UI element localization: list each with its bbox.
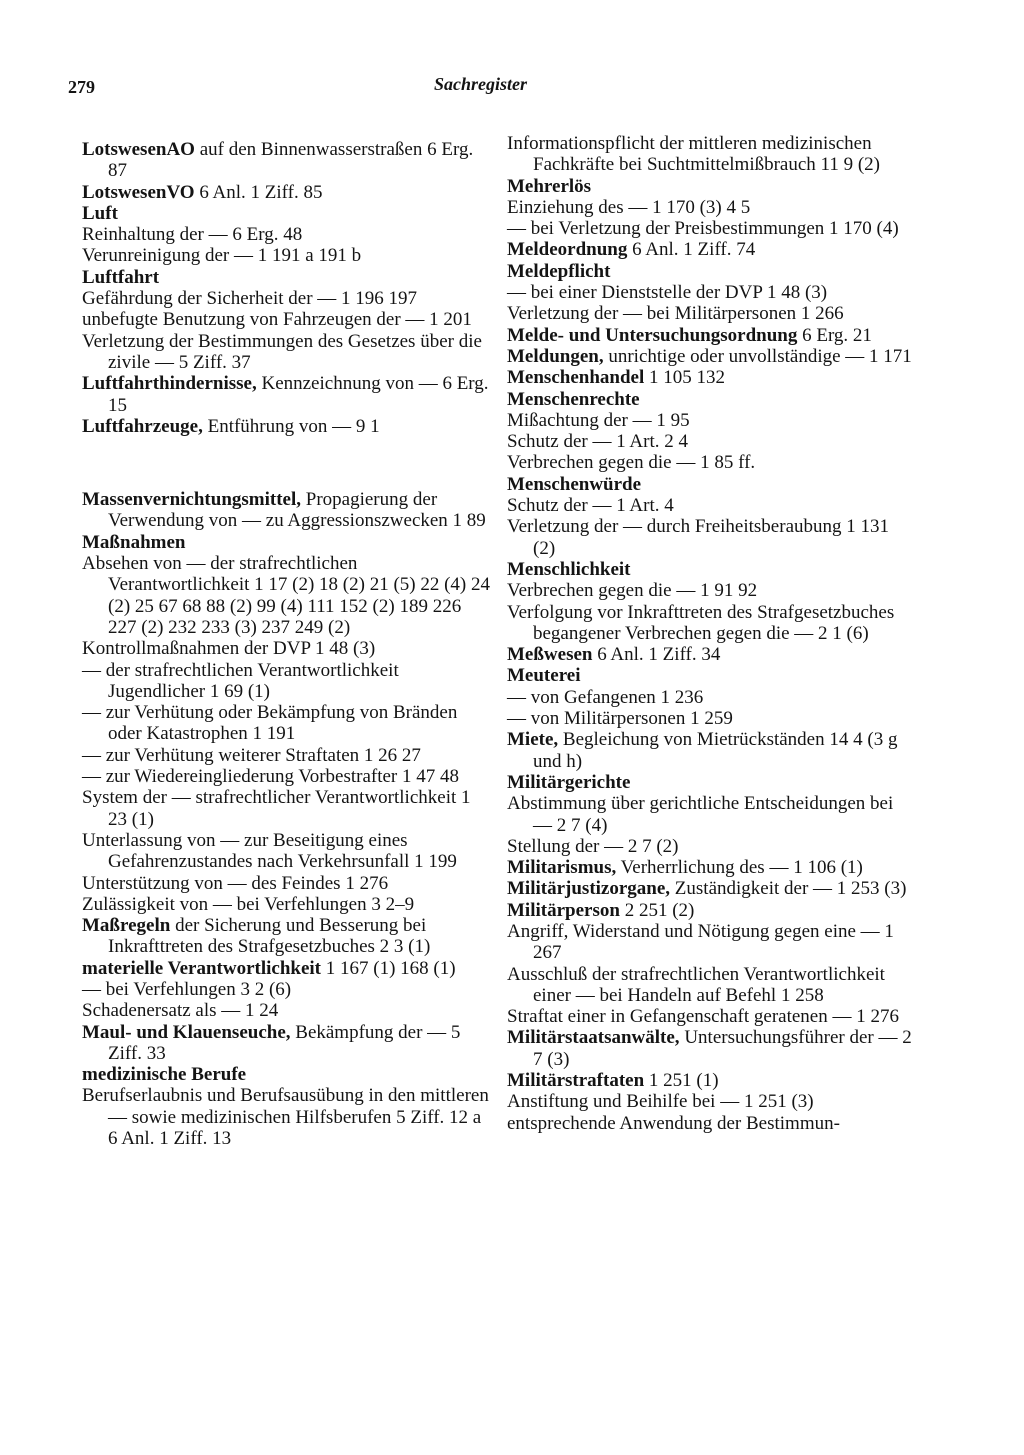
index-keyword: materielle Verantwortlichkeit	[82, 957, 322, 979]
index-keyword: medizinische Berufe	[82, 1064, 247, 1086]
index-entry	[82, 139, 492, 182]
index-keyword: Militärstraftaten	[507, 1070, 645, 1092]
index-entry	[507, 729, 912, 772]
index-entry-line	[507, 900, 912, 921]
index-reference: 1 167 (1) 168 (1)	[321, 957, 456, 979]
index-subentry: Einziehung des — 1 170 (3) 4 5	[507, 196, 751, 218]
index-entry-line	[507, 474, 912, 495]
index-subentry: Ausschluß der strafrechtlichen Verantwortlichkeit einer — bei Handeln auf Befehl 1 258	[507, 963, 885, 1006]
index-reference: der Sicherung und Besserung bei Inkrafttreten des Strafgesetzbuches 2 3 (1)	[108, 915, 431, 958]
index-subentry: unbefugte Benutzung von Fahrzeugen der — 1 201	[82, 309, 472, 331]
index-keyword: Militarismus,	[507, 857, 617, 879]
index-entry-line	[507, 644, 912, 665]
index-subentry: Stellung der — 2 7 (2)	[507, 835, 679, 857]
index-reference: 6 Anl. 1 Ziff. 34	[592, 644, 721, 666]
index-subentry: Verbrechen gegen die — 1 85 ff.	[507, 452, 756, 474]
index-reference: Kennzeichnung von — 6 Erg. 15	[108, 373, 489, 416]
index-subentry: Kontrollmaßnahmen der DVP 1 48 (3)	[82, 638, 376, 660]
index-subentry: — zur Wiedereingliederung Vorbestrafter 1 47 48	[82, 766, 460, 788]
index-entry-line	[82, 139, 492, 182]
index-entry	[82, 958, 492, 1022]
index-subentry: System der — strafrechtlicher Verantwortlichkeit 1 23 (1)	[82, 787, 471, 830]
index-keyword: Luftfahrzeuge,	[82, 415, 203, 437]
index-entry-line	[507, 857, 912, 878]
index-reference: 6 Anl. 1 Ziff. 74	[627, 239, 756, 261]
index-subentry: Gefährdung der Sicherheit der — 1 196 197	[82, 288, 418, 310]
index-keyword: Militärperson	[507, 899, 620, 921]
index-reference: Entführung von — 9 1	[202, 415, 380, 437]
index-subentry: Verfolgung vor Inkrafttreten des Strafgesetzbuches begangener Verbrechen gegen die — 2 1 (6)	[507, 601, 895, 644]
index-entry	[507, 133, 912, 176]
index-entry	[82, 1064, 492, 1149]
index-entry-line	[507, 176, 912, 197]
index-entry	[507, 346, 912, 367]
index-keyword: LotswesenVO	[82, 181, 195, 203]
index-subentry: Schutz der — 1 Art. 4	[507, 495, 674, 517]
index-reference: 6 Erg. 21	[797, 324, 872, 346]
index-entry-line	[82, 267, 492, 288]
index-reference: Bekämpfung der — 5 Ziff. 33	[108, 1021, 461, 1064]
index-keyword: Militärgerichte	[507, 771, 631, 793]
index-entry-line	[82, 1064, 492, 1085]
index-keyword: Meldeordnung	[507, 239, 628, 261]
index-keyword: Massenvernichtungsmittel,	[82, 489, 302, 511]
index-entry	[507, 1027, 912, 1070]
page-number: 279	[68, 77, 95, 97]
index-entry-line	[507, 665, 912, 686]
index-entry	[507, 857, 912, 878]
index-entry	[507, 644, 912, 665]
index-reference: auf den Binnenwasserstraßen 6 Erg. 87	[108, 139, 474, 182]
index-subentry: Verbrechen gegen die — 1 91 92	[507, 580, 758, 602]
index-entry-line	[82, 489, 492, 532]
index-subentry: — bei einer Dienststelle der DVP 1 48 (3)	[507, 282, 828, 304]
index-reference: 1 251 (1)	[644, 1070, 719, 1092]
index-subentry: Mißachtung der — 1 95	[507, 409, 690, 431]
running-head: Sachregister	[434, 74, 528, 94]
index-entry-line	[507, 239, 912, 260]
index-entry	[82, 1022, 492, 1065]
index-entry-line	[507, 1027, 912, 1070]
index-subentry: — bei Verletzung der Preisbestimmungen 1 170 (4)	[507, 218, 899, 240]
index-entry-line	[507, 367, 912, 388]
index-subentry: Schadenersatz als — 1 24	[82, 1000, 279, 1022]
index-entry	[507, 878, 912, 899]
index-subentry: entsprechende Anwendung der Bestimmun-	[507, 1112, 840, 1134]
index-entry-line	[507, 133, 912, 176]
index-subentry: — zur Verhütung oder Bekämpfung von Bränden oder Katastrophen 1 191	[82, 702, 458, 745]
index-keyword: Meuterei	[507, 665, 581, 687]
index-entry	[507, 261, 912, 325]
index-subentry: Verletzung der Bestimmungen des Gesetzes über die zivile — 5 Ziff. 37	[82, 330, 482, 373]
index-keyword: Melde- und Untersuchungsordnung	[507, 324, 798, 346]
index-entry	[507, 176, 912, 240]
index-keyword: Miete,	[507, 729, 559, 751]
index-keyword: Militärstaatsanwälte,	[507, 1027, 680, 1049]
index-keyword: Meldungen,	[507, 345, 604, 367]
index-subentry: Reinhaltung der — 6 Erg. 48	[82, 224, 303, 246]
index-keyword: Menschenhandel	[507, 367, 645, 389]
index-entry-line	[82, 203, 492, 224]
index-entry	[82, 532, 492, 915]
index-subentry: — von Militärpersonen 1 259	[507, 708, 733, 730]
index-entry	[82, 489, 492, 532]
index-entry	[507, 325, 912, 346]
index-subentry: — bei Verfehlungen 3 2 (6)	[82, 978, 292, 1000]
index-subentry: Berufserlaubnis und Berufsausübung in den mittleren — sowie medizinischen Hilfsberufen 5 Ziff. 12 a 6 Anl. 1 Ziff. 13	[82, 1085, 489, 1150]
index-entry	[507, 1070, 912, 1134]
index-entry-line	[82, 532, 492, 553]
index-entry-line	[507, 878, 912, 899]
index-keyword: Luft	[82, 202, 118, 224]
index-entry	[507, 474, 912, 559]
index-keyword: Mehrerlös	[507, 175, 592, 197]
index-column-right	[507, 133, 912, 1134]
index-entry	[507, 559, 912, 644]
index-entry-line	[507, 325, 912, 346]
index-keyword: LotswesenAO	[82, 139, 195, 160]
index-keyword: Militärjustizorgane,	[507, 878, 671, 900]
index-entry-line	[82, 1022, 492, 1065]
index-keyword: Maßnahmen	[82, 531, 186, 553]
index-keyword: Menschenrechte	[507, 388, 640, 410]
index-subentry: Abstimmung über gerichtliche Entscheidungen bei — 2 7 (4)	[507, 793, 894, 836]
index-keyword: Maßregeln	[82, 915, 171, 937]
index-reference: Begleichung von Mietrückständen 14 4 (3 g und h)	[533, 729, 898, 772]
section-gap	[82, 437, 492, 489]
index-entry-line	[507, 772, 912, 793]
index-entry-line	[82, 958, 492, 979]
index-keyword: Meldepflicht	[507, 260, 611, 282]
index-subentry: Schutz der — 1 Art. 2 4	[507, 431, 689, 453]
index-entry-line	[507, 261, 912, 282]
index-subentry: Straftat einer in Gefangenschaft geratenen — 1 276	[507, 1006, 899, 1028]
index-subentry: Verletzung der — durch Freiheitsberaubung 1 131 (2)	[507, 516, 890, 559]
index-keyword: Meßwesen	[507, 644, 593, 666]
index-subentry: Angriff, Widerstand und Nötigung gegen eine — 1 267	[507, 920, 894, 964]
index-subentry: Verunreinigung der — 1 191 a 191 b	[82, 245, 362, 267]
index-reference: Propagierung der Verwendung von — zu Aggressionszwecken 1 89	[108, 489, 486, 532]
index-entry	[507, 367, 912, 388]
index-entry	[82, 373, 492, 416]
index-keyword: Maul- und Klauenseuche,	[82, 1021, 291, 1043]
index-subentry: Verletzung der — bei Militärpersonen 1 266	[507, 303, 844, 325]
index-entry	[507, 900, 912, 1028]
index-entry	[82, 267, 492, 373]
index-keyword: Luftfahrt	[82, 266, 160, 288]
index-reference: Informationspflicht der mittleren medizinischen Fachkräfte bei Suchtmittelmißbrauch 11 9 (2)	[507, 133, 881, 176]
index-entry-line	[507, 559, 912, 580]
index-entry-line	[507, 389, 912, 410]
index-entry-line	[507, 1070, 912, 1091]
index-reference: Verherrlichung des — 1 106 (1)	[616, 857, 863, 879]
index-entry-line	[82, 416, 492, 437]
index-entry	[82, 416, 492, 437]
index-reference: Zuständigkeit der — 1 253 (3)	[670, 878, 907, 900]
index-reference: 2 251 (2)	[619, 899, 695, 921]
index-column-left	[82, 139, 492, 1149]
index-entry	[82, 182, 492, 203]
index-entry-line	[507, 346, 912, 367]
index-entry	[507, 389, 912, 474]
index-subentry: Unterlassung von — zur Beseitigung eines Gefahrenzustandes nach Verkehrsunfall 1 199	[82, 829, 457, 873]
index-entry-line	[82, 373, 492, 416]
index-subentry: Unterstützung von — des Feindes 1 276	[82, 872, 389, 894]
index-keyword: Menschenwürde	[507, 473, 642, 495]
index-reference: Untersuchungsführer der — 2 7 (3)	[533, 1027, 912, 1070]
index-reference: unrichtige oder unvollständige — 1 171	[603, 345, 912, 367]
index-subentry: — der strafrechtlichen Verantwortlichkeit Jugendlicher 1 69 (1)	[82, 659, 399, 702]
index-entry	[82, 203, 492, 267]
index-subentry: — von Gefangenen 1 236	[507, 686, 704, 708]
index-keyword: Menschlichkeit	[507, 558, 631, 580]
index-entry-line	[82, 182, 492, 203]
index-subentry: — zur Verhütung weiterer Straftaten 1 26 27	[82, 744, 421, 766]
index-entry	[507, 772, 912, 857]
index-entry-line	[507, 729, 912, 772]
index-reference: 1 105 132	[644, 367, 725, 389]
index-subentry: Anstiftung und Beihilfe bei — 1 251 (3)	[507, 1091, 814, 1113]
index-subentry: Absehen von — der strafrechtlichen Verantwortlichkeit 1 17 (2) 18 (2) 21 (5) 22 (4) 24 (2) 25 67 68 88 (2) 99 (4) 111 152 (2) 189 226 227 (2) 232 233 (3) 237 249 (2)	[82, 553, 491, 638]
index-subentry: Zulässigkeit von — bei Verfehlungen 3 2–9	[82, 893, 415, 915]
index-reference: 6 Anl. 1 Ziff. 85	[194, 181, 323, 203]
index-entry	[507, 239, 912, 260]
index-keyword: Luftfahrthindernisse,	[82, 373, 257, 395]
index-entry	[507, 665, 912, 729]
index-entry	[82, 915, 492, 958]
index-entry-line	[82, 915, 492, 958]
